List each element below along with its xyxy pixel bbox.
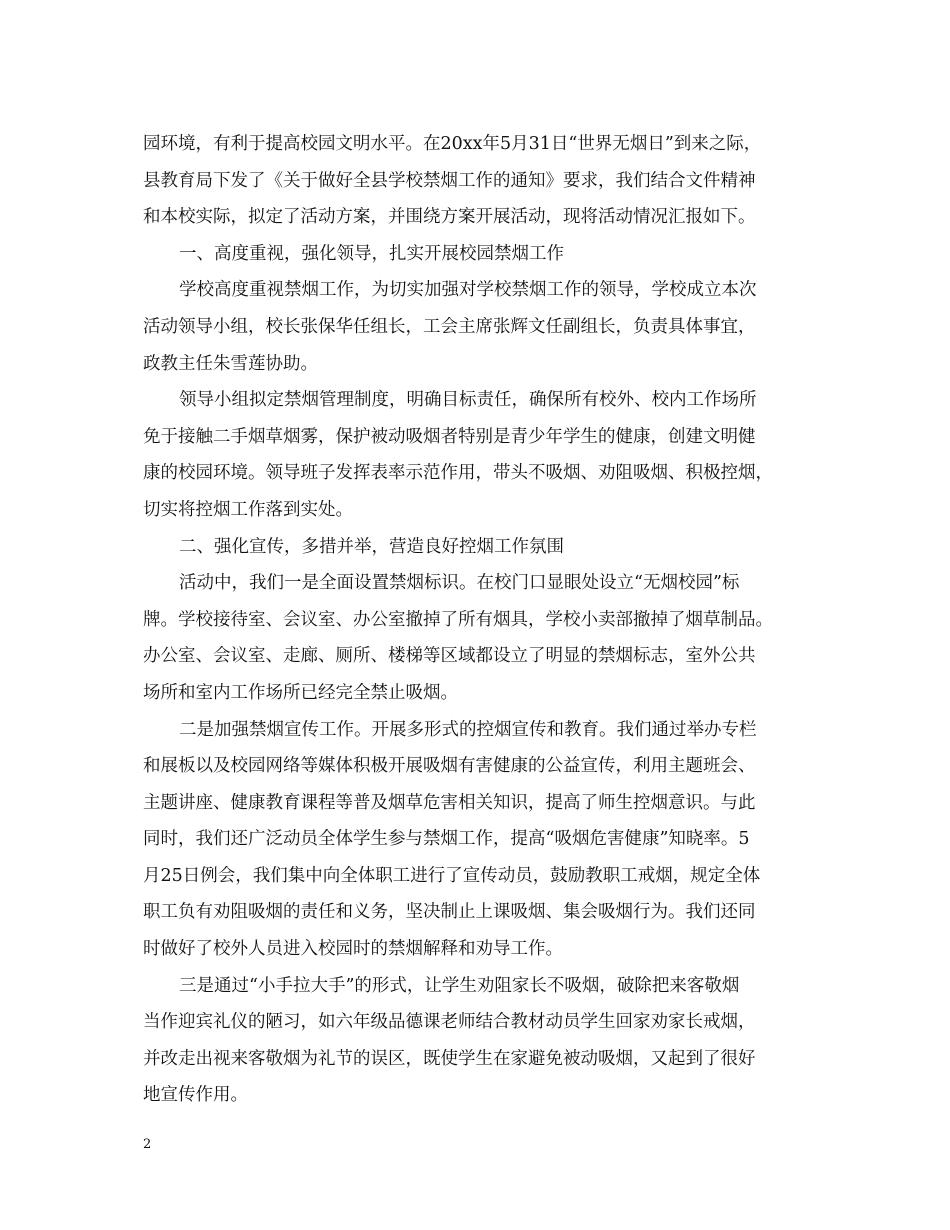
text-line: 二、强化宣传，多措并举，营造良好控烟工作氛围	[179, 536, 564, 557]
text-line: 职工负有劝阻吸烟的责任和义务，坚决制止上课吸烟、集会吸烟行为。我们还同	[143, 902, 756, 923]
text-line: 康的校园环境。领导班子发挥表率示范作用，带头不吸烟、劝阻吸烟、积极控烟，	[143, 463, 773, 484]
text-line: 政教主任朱雪莲协助。	[143, 353, 318, 374]
text-line: 县教育局下发了《关于做好全县学校禁烟工作的通知》要求，我们结合文件精神	[143, 170, 756, 191]
text-line: 办公室、会议室、走廊、厕所、楼梯等区域都设立了明显的禁烟标志，室外公共	[143, 646, 756, 667]
text-line: 免于接触二手烟草烟雾，保护被动吸烟者特别是青少年学生的健康，创建文明健	[143, 426, 756, 447]
text-line: 和本校实际，拟定了活动方案，并围绕方案开展活动，现将活动情况汇报如下。	[143, 207, 756, 228]
text-line: 主题讲座、健康教育课程等普及烟草危害相关知识，提高了师生控烟意识。与此	[143, 792, 756, 813]
text-line: 时做好了校外人员进入校园时的禁烟解释和劝导工作。	[143, 939, 563, 960]
text-line: 一、高度重视，强化领导，扎实开展校园禁烟工作	[179, 243, 564, 264]
text-line: 并改走出视来客敬烟为礼节的误区，既使学生在家避免被动吸烟，又起到了很好	[143, 1048, 756, 1069]
text-line: 学校高度重视禁烟工作，为切实加强对学校禁烟工作的领导，学校成立本次	[179, 280, 757, 301]
document-body	[143, 126, 833, 1114]
text-line: 二是加强禁烟宣传工作。开展多形式的控烟宣传和教育。我们通过举办专栏	[179, 719, 757, 740]
text-line: 领导小组拟定禁烟管理制度，明确目标责任，确保所有校外、校内工作场所	[179, 390, 757, 411]
page-number: 2	[143, 1137, 152, 1152]
text-line: 当作迎宾礼仪的陋习，如六年级品德课老师结合教材动员学生回家劝家长戒烟，	[143, 1012, 756, 1033]
text-line: 切实将控烟工作落到实处。	[143, 499, 353, 520]
text-line: 牌。学校接待室、会议室、办公室撤掉了所有烟具，学校小卖部撤掉了烟草制品。	[143, 609, 773, 630]
text-line: 活动领导小组，校长张保华任组长，工会主席张辉文任副组长，负责具体事宜，	[143, 316, 756, 337]
text-line: 三是通过“小手拉大手”的形式，让学生劝阻家长不吸烟，破除把来客敬烟	[179, 975, 740, 996]
text-line: 地宣传作用。	[143, 1085, 248, 1106]
text-line: 场所和室内工作场所已经完全禁止吸烟。	[143, 682, 458, 703]
text-line: 同时，我们还广泛动员全体学生参与禁烟工作，提高“吸烟危害健康”知晓率。5	[143, 829, 750, 850]
text-line: 和展板以及校园网络等媒体积极开展吸烟有害健康的公益宣传，利用主题班会、	[143, 756, 756, 777]
text-line: 园环境，有利于提高校园文明水平。在20xx年5月31日“世界无烟日”到来之际，	[143, 134, 762, 154]
text-line: 月25日例会，我们集中向全体职工进行了宣传动员，鼓励教职工戒烟，规定全体	[143, 865, 761, 886]
text-line: 活动中，我们一是全面设置禁烟标识。在校门口显眼处设立“无烟校园”标	[179, 573, 740, 594]
